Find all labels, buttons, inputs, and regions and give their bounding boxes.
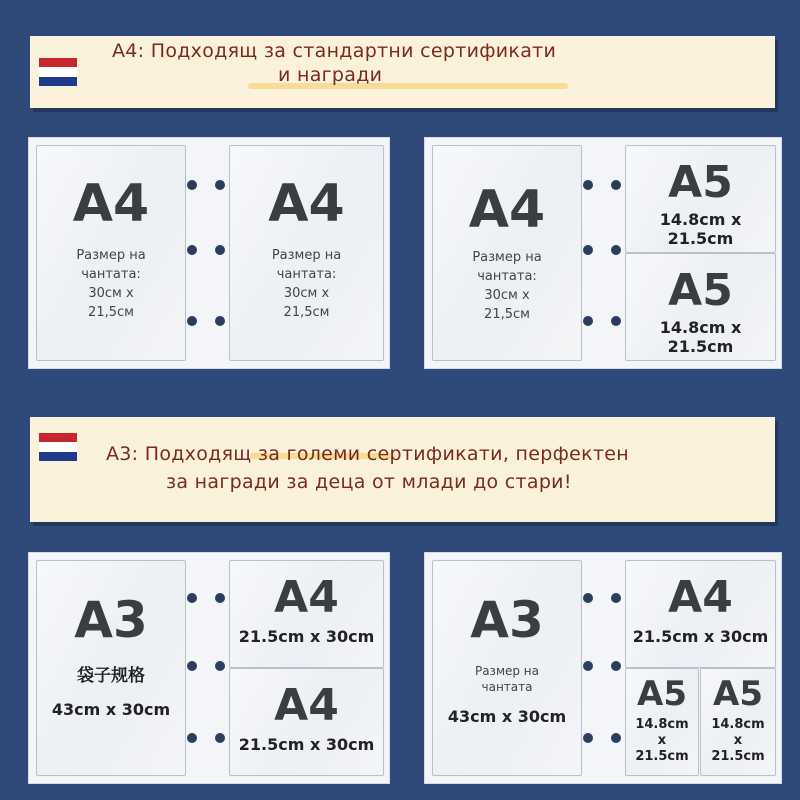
binder-a4-a4	[28, 137, 390, 369]
ring-hole	[583, 661, 593, 671]
pocket-a5-top	[625, 145, 776, 253]
pocket-a5-left	[625, 668, 699, 776]
ring-hole	[611, 593, 621, 603]
pocket-subtitle: 袋子规格	[77, 666, 145, 686]
flag-icon	[39, 433, 77, 461]
pocket-desc: чантата:	[276, 267, 337, 282]
ring-hole	[611, 661, 621, 671]
pocket-size-label: A5	[637, 674, 687, 714]
binder-a4-a5	[424, 137, 782, 369]
pocket-a4-2	[229, 145, 384, 361]
pocket-size-label: A3	[470, 591, 544, 649]
pocket-dim-line: 14.8cm	[635, 717, 689, 732]
banner-a4	[30, 36, 775, 108]
ring-hole	[611, 245, 621, 255]
pocket-size-label: A5	[668, 157, 733, 208]
pocket-size-label: A4	[668, 572, 733, 623]
pocket-a4	[432, 145, 582, 361]
pocket-dimensions: 21.5cm x 30cm	[632, 627, 769, 646]
pocket-desc: 30см х	[283, 286, 330, 301]
banner-a3-line2: за награди за деца от млади до стари!	[166, 471, 572, 493]
banner-a3	[30, 417, 775, 522]
pocket-subtitle: Размер на чантата	[474, 664, 540, 694]
pocket-dimensions: 21.5cm x 30cm	[238, 735, 375, 754]
ring-hole	[187, 593, 197, 603]
pocket-size-label: A4	[468, 180, 546, 240]
pocket-desc: чантата:	[477, 269, 537, 284]
ring-hole	[215, 593, 225, 603]
ring-hole	[611, 733, 621, 743]
pocket-dimensions: 21.5cm x 30cm	[238, 627, 375, 646]
pocket-desc: Размер на	[76, 248, 146, 263]
pocket-size-label: A3	[74, 591, 148, 649]
ring-hole	[187, 245, 197, 255]
ring-hole	[187, 316, 197, 326]
ring-hole	[583, 733, 593, 743]
binder-a3-a4	[28, 552, 390, 784]
pocket-dimensions: 43cm x 30cm	[447, 707, 567, 726]
pocket-dim-line: 14.8cm	[711, 717, 765, 732]
pocket-desc: 30см х	[88, 286, 134, 301]
pocket-a3	[36, 560, 186, 776]
pocket-a4-top	[229, 560, 384, 668]
pocket-size-label: A4	[274, 572, 339, 623]
banner-a4-line1: А4: Подходящ за стандартни сертификати	[112, 40, 557, 62]
ring-hole	[215, 245, 225, 255]
pocket-a4-bottom	[229, 668, 384, 776]
binder-a3-a4-a5	[424, 552, 782, 784]
ring-hole	[215, 661, 225, 671]
pocket-dim-line: x	[657, 733, 667, 748]
pocket-desc: 21,5см	[484, 307, 530, 322]
pocket-a5-bottom	[625, 253, 776, 361]
ring-hole	[611, 316, 621, 326]
pocket-desc: чантата:	[81, 267, 141, 282]
pocket-desc: Размер на	[472, 250, 542, 265]
ring-hole	[215, 180, 225, 190]
pocket-size-label: A4	[72, 174, 150, 234]
pocket-dimensions: 14.8cm x 21.5cm	[659, 210, 742, 248]
pocket-dim-line: 21.5cm	[635, 749, 689, 764]
ring-hole	[583, 593, 593, 603]
ring-hole	[187, 661, 197, 671]
pocket-dim-line: x	[733, 733, 743, 748]
ring-hole	[583, 180, 593, 190]
ring-hole	[187, 733, 197, 743]
ring-hole	[187, 180, 197, 190]
pocket-desc: 21,5см	[283, 305, 330, 320]
pocket-a4-top	[625, 560, 776, 668]
pocket-dim-line: 21.5cm	[711, 749, 765, 764]
pocket-a3	[432, 560, 582, 776]
pocket-dimensions: 43cm x 30cm	[51, 700, 171, 719]
pocket-dimensions: 14.8cm x 21.5cm	[659, 318, 742, 356]
pocket-a4-1	[36, 145, 186, 361]
ring-hole	[611, 180, 621, 190]
ring-hole	[215, 733, 225, 743]
ring-hole	[215, 316, 225, 326]
pocket-desc: 21,5см	[88, 305, 134, 320]
flag-icon	[39, 58, 77, 86]
pocket-desc: Размер на	[271, 248, 342, 263]
banner-a3-line1: А3: Подходящ за големи сертификати, перфектен	[106, 443, 629, 465]
pocket-size-label: A5	[713, 674, 763, 714]
banner-a4-line2: и награди	[278, 64, 383, 86]
pocket-size-label: A4	[268, 174, 345, 234]
ring-hole	[583, 245, 593, 255]
pocket-size-label: A5	[668, 265, 733, 316]
pocket-a5-right	[700, 668, 776, 776]
pocket-size-label: A4	[274, 680, 339, 731]
pocket-desc: 30см х	[484, 288, 530, 303]
ring-hole	[583, 316, 593, 326]
